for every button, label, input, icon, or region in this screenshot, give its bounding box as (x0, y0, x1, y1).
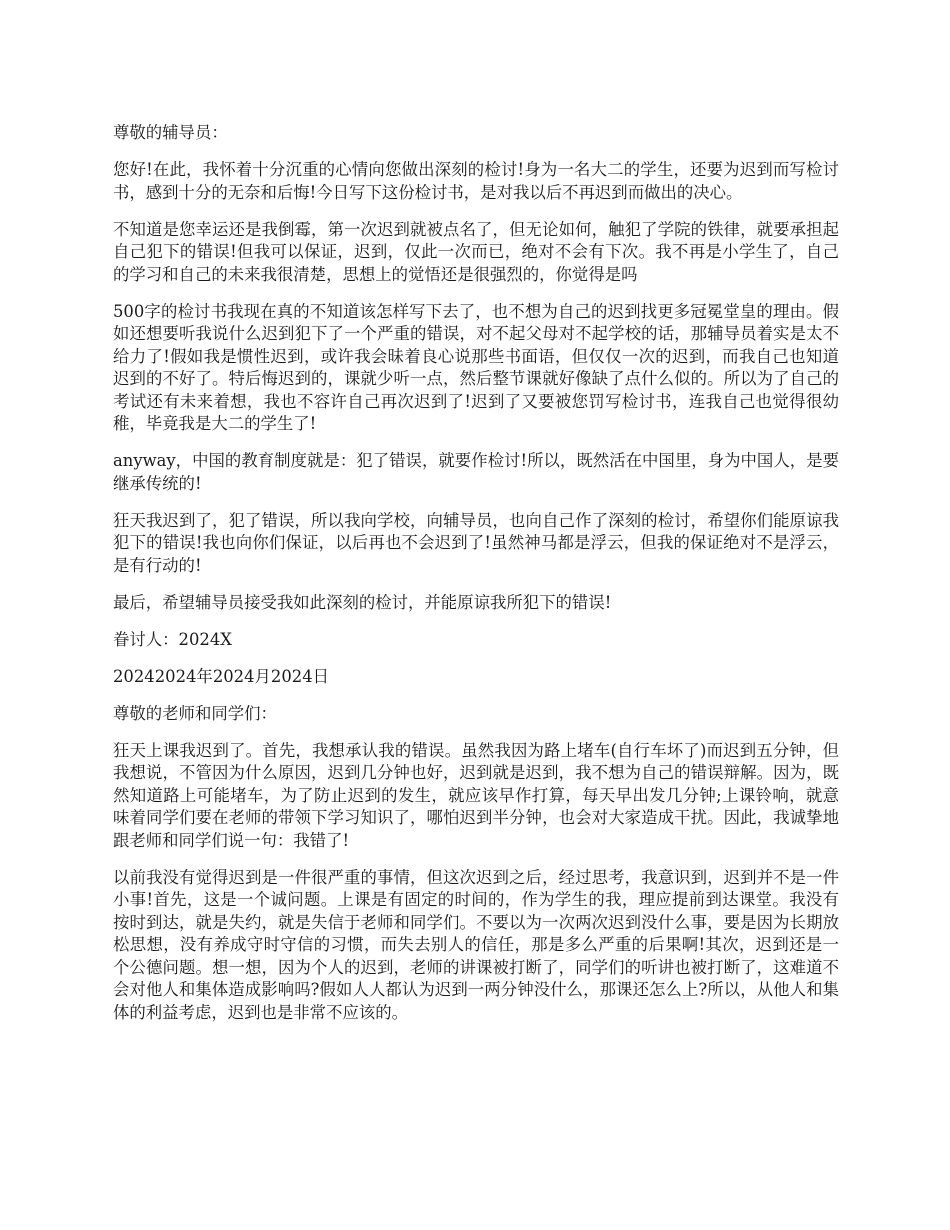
signature-line: 眷讨人：2024X (113, 629, 232, 649)
paragraph-500-words: 500字的检讨书我现在真的不知道该怎样写下去了，也不想为自己的迟到找更多冠冕堂皇的理由。假如还想要听我说什么迟到犯下了一个严重的错误，对不起父母对不起学校的话，那辅导员着实是太不给力了!假如我是惯性迟到，或许我会昧着良心说那些书面语，但仅仅一次的迟到，而我自己也知道迟到的不好了。特后悔迟到的，课就少听一点，然后整节课就好像缺了点什么似的。所以为了自己的考试还有未来着想，我也不容许自己再次迟到了!迟到了又要被您罚写检讨书，连我自己也觉得很幼稚，毕竟我是大二的学生了! (113, 301, 839, 433)
paragraph-closing: 最后，希望辅导员接受我如此深刻的检讨，并能原谅我所犯下的错误! (113, 592, 612, 612)
salutation-teachers: 尊敬的老师和同学们： (113, 703, 277, 723)
date-line: 20242024年2024月2024日 (113, 666, 330, 686)
paragraph-luck: 不知道是您幸运还是我倒霉，第一次迟到就被点名了，但无论如何，触犯了学院的铁律，就要承担起自己犯下的错误!但我可以保证，迟到，仅此一次而已，绝对不会有下次。我不再是小学生了，自己的学习和自己的未来我很清楚，思想上的觉悟还是很强烈的，你觉得是吗 (113, 219, 839, 284)
document-body (113, 122, 839, 1039)
paragraph-intro: 您好!在此，我怀着十分沉重的心情向您做出深刻的检讨!身为一名大二的学生，还要为迟到而写检讨书，感到十分的无奈和后悔!今日写下这份检讨书，是对我以后不再迟到而做出的决心。 (113, 160, 839, 202)
salutation-counselor: 尊敬的辅导员： (113, 123, 228, 142)
paragraph-apology: 狂天我迟到了，犯了错误，所以我向学校，向辅导员，也向自己作了深刻的检讨，希望你们能原谅我犯下的错误!我也向你们保证，以后再也不会迟到了!虽然神马都是浮云，但我的保证绝对不是浮云，是有行动的! (113, 510, 839, 575)
paragraph-late-class: 狂天上课我迟到了。首先，我想承认我的错误。虽然我因为路上堵车(自行车坏了)而迟到五分钟，但我想说，不管因为什么原因，迟到几分钟也好，迟到就是迟到，我不想为自己的错误辩解。因为，既然知道路上可能堵车，为了防止迟到的发生，就应该早作打算，每天早出发几分钟;上课铃响，就意味着同学们要在老师的带领下学习知识了，哪怕迟到半分钟，也会对大家造成干扰。因此，我诚挚地跟老师和同学们说一句：我错了! (113, 740, 839, 850)
paragraph-anyway: anyway，中国的教育制度就是：犯了错误，就要作检讨!所以，既然活在中国里，身为中国人，是要继承传统的! (113, 451, 839, 493)
paragraph-reflection: 以前我没有觉得迟到是一件很严重的事情，但这次迟到之后，经过思考，我意识到，迟到并不是一件小事!首先，这是一个诚问题。上课是有固定的时间的，作为学生的我，理应提前到达课堂。我没有按时到达，就是失约，就是失信于老师和同学们。不要以为一次两次迟到没什么事，要是因为长期放松思想，没有养成守时守信的习惯，而失去别人的信任，那是多么严重的后果啊!其次，迟到还是一个公德问题。想一想，因为个人的迟到，老师的讲课被打断了，同学们的听讲也被打断了，这难道不会对他人和集体造成影响吗?假如人人都认为迟到一两分钟没什么，那课还怎么上?所以，从他人和集体的利益考虑，迟到也是非常不应该的。 (113, 867, 839, 1022)
